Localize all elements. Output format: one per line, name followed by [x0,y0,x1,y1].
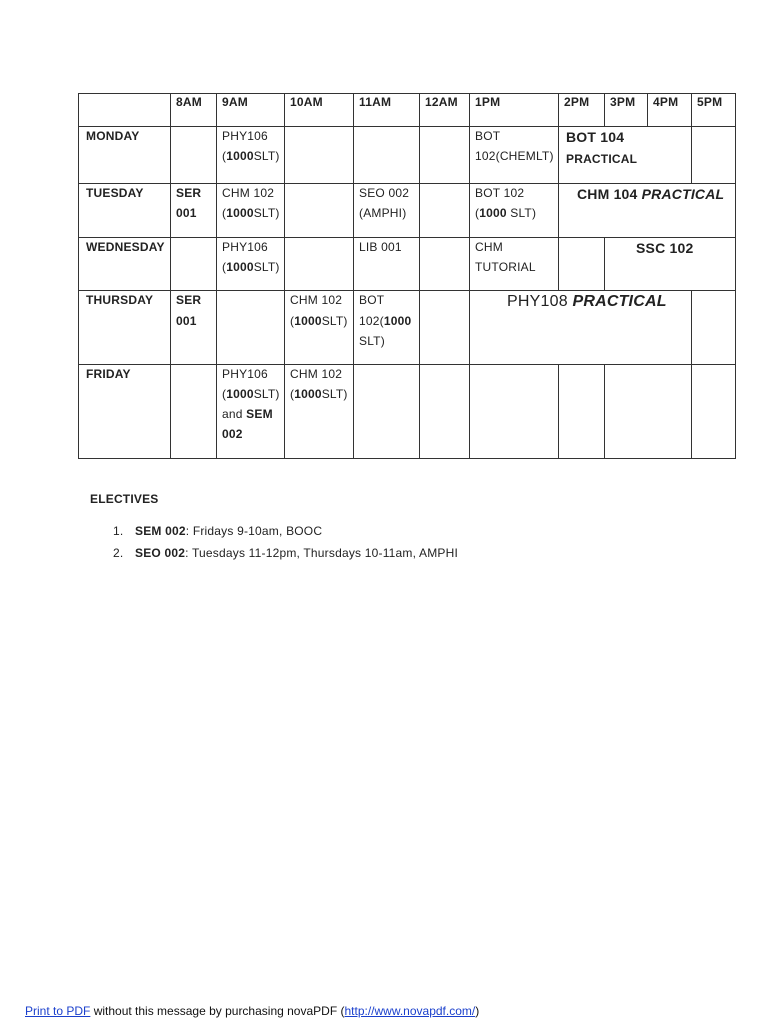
list-number: 2. [113,546,124,560]
cell-text: BOT 104 [566,129,625,145]
cell-text: SLT) [359,334,385,348]
cell-text: SER [176,293,202,307]
cell-text: PHY108 PRACTICAL [507,293,667,310]
cell-text: (1000SLT) [222,387,280,401]
list-item: SEO 002: Tuesdays 11-12pm, Thursdays 10-11am, AMPHI [135,546,459,560]
header-12am: 12AM [425,95,458,109]
cell-text: BOT 102 [475,186,525,200]
day-friday: FRIDAY [86,367,131,381]
cell-text: (1000SLT) [290,314,348,328]
cell-text: SEO 002 [359,186,410,200]
list-item: SEM 002: Fridays 9-10am, BOOC [135,524,323,538]
day-thursday: THURSDAY [86,293,154,307]
day-wednesday: WEDNESDAY [86,240,165,254]
cell-text: (1000SLT) [222,149,280,163]
cell-text: (1000 SLT) [475,206,537,220]
cell-text: (1000SLT) [222,206,280,220]
cell-text: 002 [222,427,243,441]
cell-text: (1000SLT) [290,387,348,401]
header-3pm: 3PM [610,95,636,109]
cell-text: 001 [176,206,197,220]
cell-text: (AMPHI) [359,206,407,220]
footer-message [25,1004,479,1018]
footer-text: without this message by purchasing novaPDF ( [90,1004,345,1018]
cell-text: CHM [475,240,503,254]
header-4pm: 4PM [653,95,679,109]
header-10am: 10AM [290,95,323,109]
cell-text: TUTORIAL [475,260,536,274]
header-9am: 9AM [222,95,248,109]
novapdf-link[interactable]: http://www.novapdf.com/ [344,1004,476,1018]
cell-text: and SEM [222,407,273,421]
cell-text: 102(1000 [359,314,412,328]
cell-text: CHM 104 PRACTICAL [577,186,725,202]
cell-text: 001 [176,314,197,328]
list-number: 1. [113,524,124,538]
footer-text-end: ) [475,1004,480,1018]
cell-text: 102(CHEMLT) [475,149,554,163]
cell-text: PRACTICAL [566,152,638,166]
cell-text: BOT [475,129,501,143]
cell-text: PHY106 [222,240,268,254]
cell-text: CHM 102 [290,293,343,307]
header-5pm: 5PM [697,95,723,109]
header-2pm: 2PM [564,95,590,109]
print-to-pdf-link[interactable]: Print to PDF [25,1004,91,1018]
cell-text: SER [176,186,202,200]
cell-text: PHY106 [222,367,268,381]
cell-text: LIB 001 [359,240,402,254]
electives-heading: ELECTIVES [90,492,159,506]
day-monday: MONDAY [86,129,140,143]
cell-text: BOT [359,293,385,307]
cell-text: SSC 102 [636,240,694,256]
cell-text: (1000SLT) [222,260,280,274]
cell-text: CHM 102 [222,186,275,200]
header-11am: 11AM [359,95,392,109]
cell-text: CHM 102 [290,367,343,381]
header-8am: 8AM [176,95,202,109]
day-tuesday: TUESDAY [86,186,144,200]
cell-text: PHY106 [222,129,268,143]
header-1pm: 1PM [475,95,501,109]
